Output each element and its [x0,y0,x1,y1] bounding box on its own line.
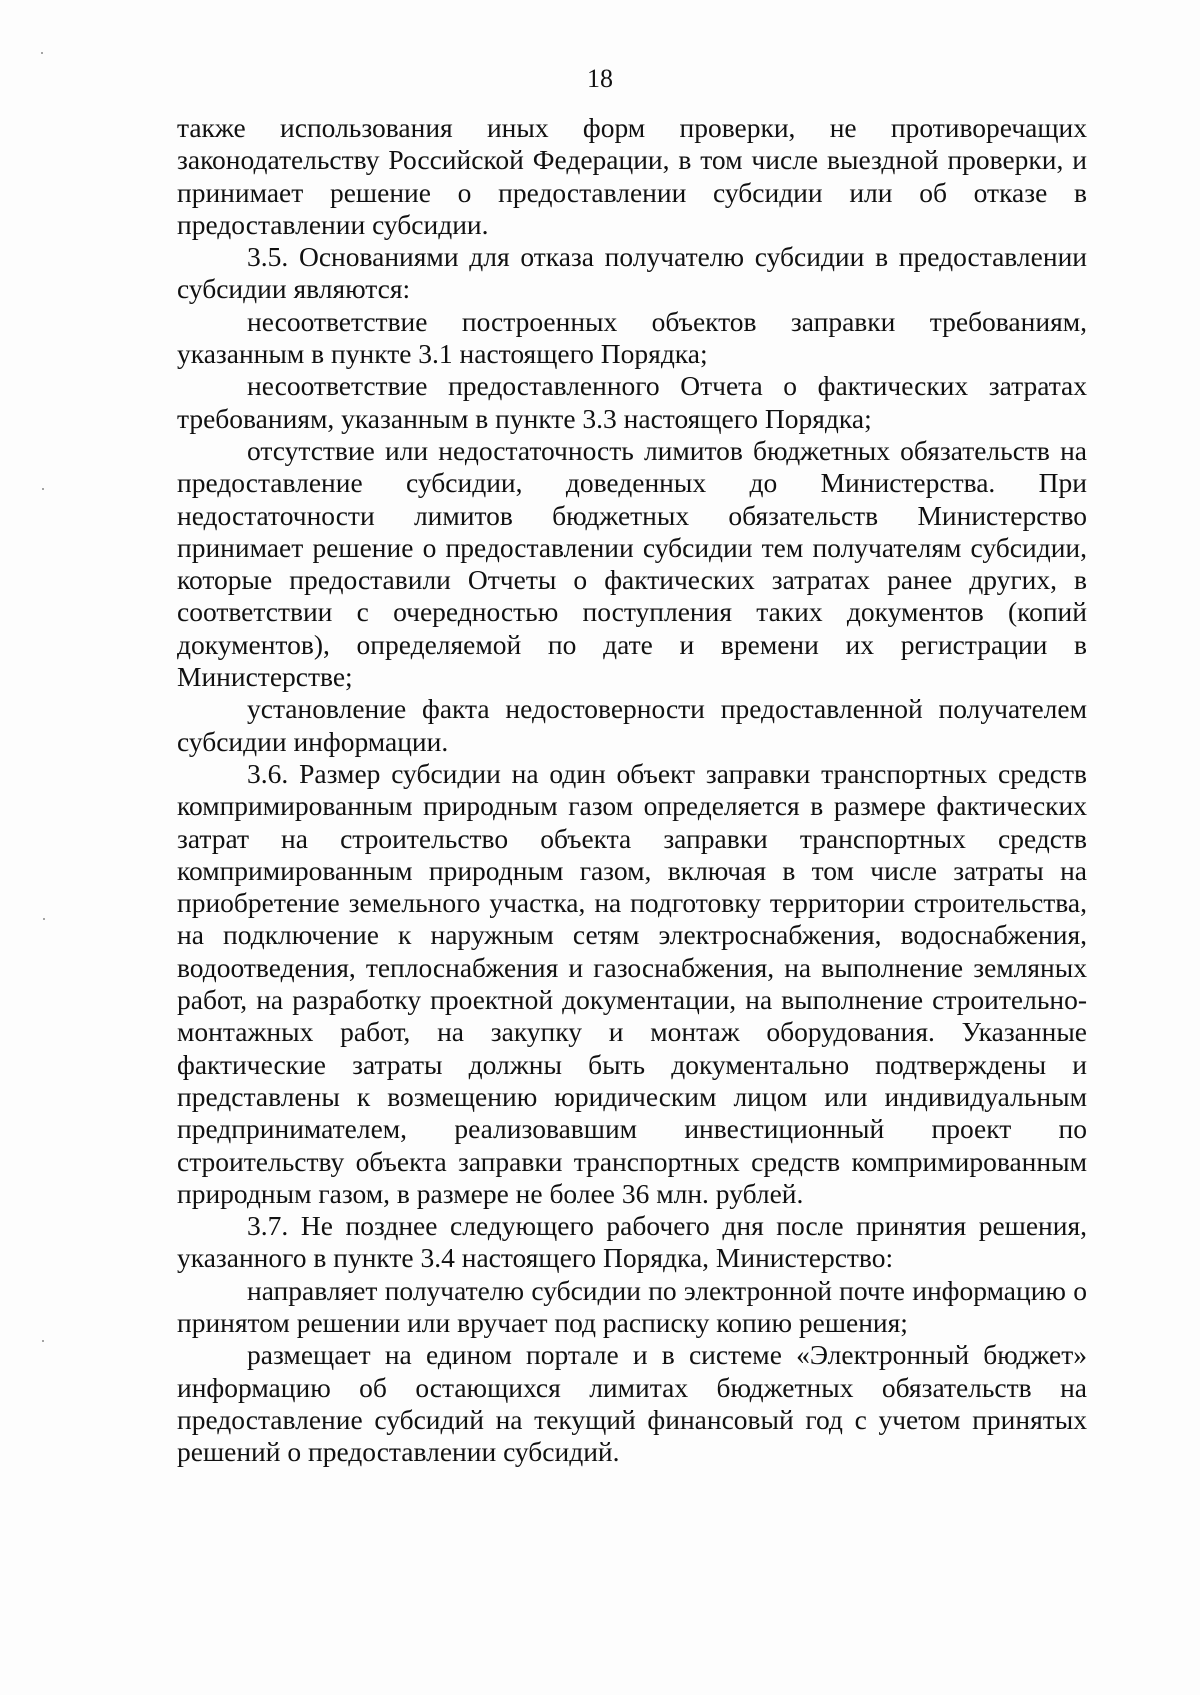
scan-speck [42,1340,44,1342]
paragraph-refusal-ground-1: несоответствие построенных объектов заправки требованиям, указанным в пункте 3.1 настоящего Порядка; [177,305,1087,370]
paragraph-refusal-ground-4: установление факта недостоверности предоставленной получателем субсидии информации. [177,693,1087,757]
paragraph-3-7: 3.7. Не позднее следующего рабочего дня после принятия решения, указанного в пункте 3.4 настоящего Порядка, Министерство: [177,1210,1087,1274]
paragraph-refusal-ground-3: отсутствие или недостаточность лимитов бюджетных обязательств на предоставление субсидии, доведенных до Министерства. При недостаточности лимитов бюджетных обязательств Министерство принимает решение о предоставлении субсидии тем получателям субсидии, которые предоставили Отчеты о фактических затратах ранее других, в соответствии с очередностью поступления таких документов (копий документов), определяемой по дате и времени их регистрации в Министерстве; [177,434,1087,693]
scan-speck [42,488,44,490]
page-number: 18 [587,64,613,93]
paragraph-3-5: 3.5. Основаниями для отказа получателю субсидии в предоставлении субсидии являются: [177,241,1087,305]
scan-speck [41,52,43,54]
paragraph-refusal-ground-2: несоответствие предоставленного Отчета о фактических затратах требованиям, указанным в пункте 3.3 настоящего Порядка; [177,370,1087,434]
paragraph-action-1: направляет получателю субсидии по электронной почте информацию о принятом решении или вручает под расписку копию решения; [177,1274,1087,1338]
paragraph-3-6: 3.6. Размер субсидии на один объект заправки транспортных средств компримированным природным газом определяется в размере фактических затрат на строительство объекта заправки транспортных средств компримированным природным газом, включая в том числе затраты на приобретение земельного участка, на подготовку территории строительства, на подключение к наружным сетям электроснабжения, водоснабжения, водоотведения, теплоснабжения и газоснабжения, на выполнение земляных работ, на разработку проектной документации, на выполнение строительно-монтажных работ, на закупку и монтаж оборудования. Указанные фактические затраты должны быть документально подтверждены и представлены к возмещению юридическим лицом или индивидуальным предпринимателем, реализовавшим инвестиционный проект по строительству объекта заправки транспортных средств компримированным природным газом, в размере не более 36 млн. рублей. [177,757,1087,1209]
paragraph-action-2: размещает на едином портале и в системе «Электронный бюджет» информацию об остающихся лимитах бюджетных обязательств на предоставление субсидий на текущий финансовый год с учетом принятых решений о предоставлении субсидий. [177,1339,1087,1468]
paragraph-continuation: также использования иных форм проверки, не противоречащих законодательству Российской Федерации, в том числе выездной проверки, и принимает решение о предоставлении субсидии или об отказе в предоставлении субсидии. [177,112,1087,240]
scan-speck [43,918,45,920]
document-body [177,112,1087,1468]
